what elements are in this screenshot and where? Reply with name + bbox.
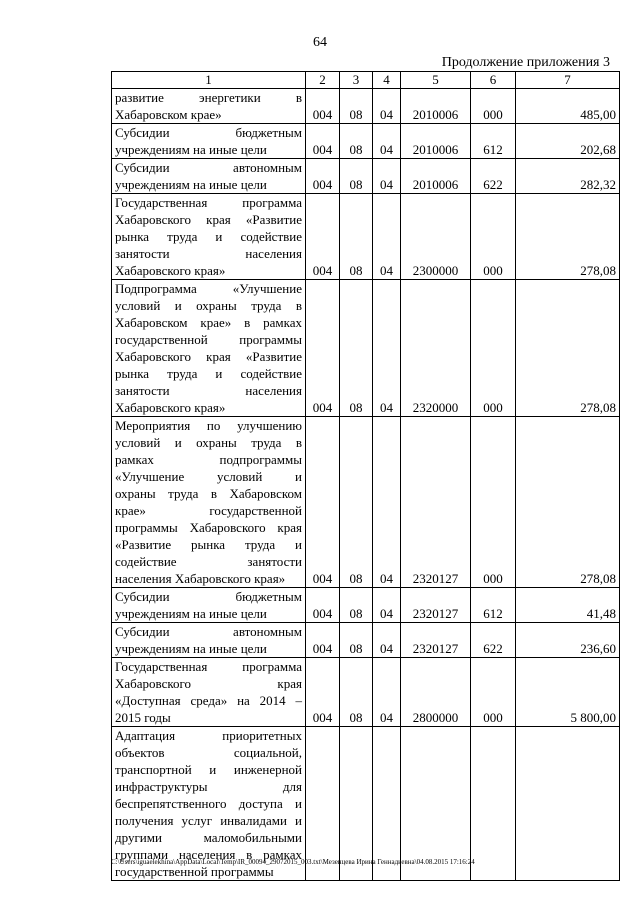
row-name-line: занятости населения [115, 383, 302, 398]
table-row [112, 194, 620, 280]
row-name-cell [112, 623, 306, 658]
amount-cell: 485,00 [516, 89, 620, 124]
page-number: 64 [313, 35, 327, 50]
row-name-line: условий и охраны труда в [115, 298, 302, 313]
code-cell [471, 727, 516, 881]
code-cell: 08 [340, 89, 373, 124]
code-cell: 004 [306, 417, 340, 588]
code-cell: 000 [471, 194, 516, 280]
code-cell: 2300000 [401, 194, 471, 280]
code-cell: 2010006 [401, 89, 471, 124]
row-name-line: другими маломобильными [115, 830, 302, 845]
header-cell: 5 [401, 72, 471, 89]
table-row [112, 658, 620, 727]
code-cell: 2010006 [401, 124, 471, 159]
row-name-line: Хабаровском крае» в рамках [115, 315, 302, 330]
file-path-footer: C:\Users\iguaelekhina\AppData\Local\Temp\IR_00094_29072015_003.txt\Мезенцева Ирина Геннадьевна\04.08.2015 17:16:24 [111, 858, 475, 866]
row-name-line: Подпрограмма «Улучшение [115, 281, 302, 296]
code-cell: 000 [471, 658, 516, 727]
row-name-line: «Доступная среда» на 2014 – [115, 693, 302, 708]
row-name-line: программы Хабаровского края [115, 520, 302, 535]
row-name-line: группами населения в рамках [115, 847, 302, 862]
table-row [112, 417, 620, 588]
code-cell: 004 [306, 159, 340, 194]
row-name-cell [112, 280, 306, 417]
code-cell: 000 [471, 280, 516, 417]
row-name-line: Субсидии бюджетным [115, 125, 302, 140]
header-row [112, 72, 620, 89]
row-name-line: развитие энергетики в [115, 90, 302, 105]
row-name-line: Адаптация приоритетных [115, 728, 302, 743]
table-row [112, 124, 620, 159]
row-name-line: условий и охраны труда в [115, 435, 302, 450]
code-cell: 08 [340, 280, 373, 417]
row-name-line: Хабаровского края [115, 676, 302, 691]
code-cell: 04 [373, 417, 401, 588]
row-name-line: транспортной и инженерной [115, 762, 302, 777]
row-name-line: Хабаровского края» [115, 400, 226, 415]
table-row [112, 623, 620, 658]
code-cell: 2010006 [401, 159, 471, 194]
header-cell: 7 [516, 72, 620, 89]
code-cell: 08 [340, 194, 373, 280]
row-name-line: крае» государственной [115, 503, 302, 518]
table-row [112, 588, 620, 623]
code-cell: 612 [471, 124, 516, 159]
code-cell: 2320000 [401, 280, 471, 417]
row-name-line: охраны труда в Хабаровском [115, 486, 302, 501]
code-cell: 04 [373, 89, 401, 124]
continuation-label: Продолжение приложения 3 [441, 55, 610, 70]
code-cell: 04 [373, 194, 401, 280]
code-cell: 2320127 [401, 623, 471, 658]
row-name-line: «Развитие рынка труда и [115, 537, 302, 552]
row-name-line: населения Хабаровского края» [115, 571, 286, 586]
code-cell: 000 [471, 89, 516, 124]
header-cell: 3 [340, 72, 373, 89]
amount-cell: 202,68 [516, 124, 620, 159]
header-cell: 6 [471, 72, 516, 89]
row-name-line: Мероприятия по улучшению [115, 418, 302, 433]
code-cell: 2320127 [401, 417, 471, 588]
amount-cell: 278,08 [516, 417, 620, 588]
amount-cell [516, 727, 620, 881]
row-name-line: рынка труда и содействие [115, 366, 302, 381]
code-cell: 04 [373, 159, 401, 194]
row-name-line: Субсидии автономным [115, 624, 302, 639]
row-name-line: занятости населения [115, 246, 302, 261]
row-name-cell [112, 658, 306, 727]
row-name-line: Государственная программа [115, 659, 302, 674]
amount-cell: 41,48 [516, 588, 620, 623]
code-cell: 004 [306, 623, 340, 658]
amount-cell: 236,60 [516, 623, 620, 658]
code-cell: 04 [373, 658, 401, 727]
row-name-line: содействие занятости [115, 554, 302, 569]
amount-cell: 282,32 [516, 159, 620, 194]
code-cell: 04 [373, 280, 401, 417]
code-cell: 04 [373, 588, 401, 623]
row-name-cell [112, 124, 306, 159]
row-name-line: Хабаровского края» [115, 263, 226, 278]
row-name-line: Хабаровского края «Развитие [115, 212, 302, 227]
table-row [112, 159, 620, 194]
row-name-line: государственной программы [115, 864, 274, 879]
row-name-line: «Улучшение условий и [115, 469, 302, 484]
code-cell: 08 [340, 159, 373, 194]
budget-table [111, 71, 620, 881]
row-name-line: объектов социальной, [115, 745, 302, 760]
code-cell: 08 [340, 623, 373, 658]
code-cell: 08 [340, 124, 373, 159]
row-name-line: беспрепятственного доступа и [115, 796, 302, 811]
code-cell: 004 [306, 194, 340, 280]
code-cell: 04 [373, 124, 401, 159]
row-name-cell [112, 417, 306, 588]
row-name-line: инфраструктуры для [115, 779, 302, 794]
header-cell: 2 [306, 72, 340, 89]
amount-cell: 278,08 [516, 194, 620, 280]
row-name-line: учреждениям на иные цели [115, 177, 267, 192]
row-name-line: Хабаровском крае» [115, 107, 222, 122]
code-cell: 612 [471, 588, 516, 623]
code-cell: 08 [340, 588, 373, 623]
row-name-line: получения услуг инвалидами и [115, 813, 302, 828]
code-cell: 2320127 [401, 588, 471, 623]
code-cell: 622 [471, 159, 516, 194]
code-cell: 004 [306, 124, 340, 159]
code-cell: 000 [471, 417, 516, 588]
amount-cell: 5 800,00 [516, 658, 620, 727]
code-cell: 004 [306, 658, 340, 727]
code-cell: 08 [340, 417, 373, 588]
row-name-line: Государственная программа [115, 195, 302, 210]
row-name-cell [112, 194, 306, 280]
row-name-line: учреждениям на иные цели [115, 606, 267, 621]
row-name-cell [112, 159, 306, 194]
table-row [112, 89, 620, 124]
row-name-line: 2015 годы [115, 710, 171, 725]
row-name-line: рынка труда и содействие [115, 229, 302, 244]
row-name-line: учреждениям на иные цели [115, 142, 267, 157]
code-cell: 004 [306, 89, 340, 124]
row-name-cell [112, 588, 306, 623]
row-name-cell [112, 89, 306, 124]
amount-cell: 278,08 [516, 280, 620, 417]
row-name-line: рамках подпрограммы [115, 452, 302, 467]
row-name-line: Субсидии автономным [115, 160, 302, 175]
header-cell: 4 [373, 72, 401, 89]
row-name-line: учреждениям на иные цели [115, 641, 267, 656]
code-cell: 004 [306, 280, 340, 417]
code-cell: 622 [471, 623, 516, 658]
code-cell: 04 [373, 623, 401, 658]
row-name-line: Субсидии бюджетным [115, 589, 302, 604]
header-cell: 1 [112, 72, 306, 89]
code-cell: 2800000 [401, 658, 471, 727]
code-cell: 004 [306, 588, 340, 623]
row-name-line: государственной программы [115, 332, 302, 347]
table-row [112, 280, 620, 417]
code-cell: 08 [340, 658, 373, 727]
row-name-line: Хабаровского края «Развитие [115, 349, 302, 364]
